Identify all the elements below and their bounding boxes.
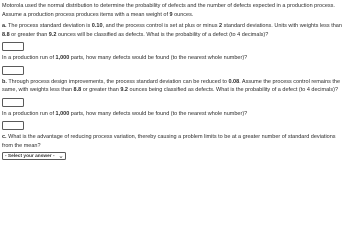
question-content bbox=[2, 2, 346, 160]
part-b-probability-input[interactable] bbox=[2, 98, 24, 107]
part-a-followup: In a production run of 1,000 parts, how many defects would be found (to the nearest whole number)? bbox=[2, 55, 248, 62]
intro bbox=[2, 2, 346, 19]
part-b-followup: In a production run of 1,000 parts, how many defects would be found (to the nearest whole number)? bbox=[2, 110, 248, 117]
select-value: - Select your answer - bbox=[5, 154, 55, 160]
part-a-probability-input[interactable] bbox=[2, 42, 24, 51]
part-c-answer-select[interactable] bbox=[2, 152, 66, 160]
part-c-question: c. What is the advantage of reducing process variation, thereby causing a problem limits to be at a greater number of standard deviations from the mean? bbox=[2, 134, 336, 149]
part-a-question: a. The process standard deviation is 0.10, and the process control is set at plus or minus 2 standard deviations. Units with weights less than 8.8 or greater than 9.2 ounces will be classified as defects. What is the probability of a defect (to 4 decimals)? bbox=[2, 23, 342, 38]
part-a-defects-input[interactable] bbox=[2, 66, 24, 75]
part-b-defects-input[interactable] bbox=[2, 121, 24, 130]
intro-line-2: Assume a production process produces items with a mean weight of 9 ounces. bbox=[2, 11, 194, 18]
intro-line-1: Motorola used the normal distribution to determine the probability of defects and the number of defects expected in a production process. bbox=[2, 3, 335, 9]
chevron-down-icon bbox=[59, 155, 63, 159]
part-b-question: b. Through process design improvements, the process standard deviation can be reduced to 0.08. Assume the process control remains the same, with weights less than 8.8 or greater than 9.2 ounces being classified as defects. What is the probability of a defect (to 4 decimals)? bbox=[2, 78, 341, 94]
